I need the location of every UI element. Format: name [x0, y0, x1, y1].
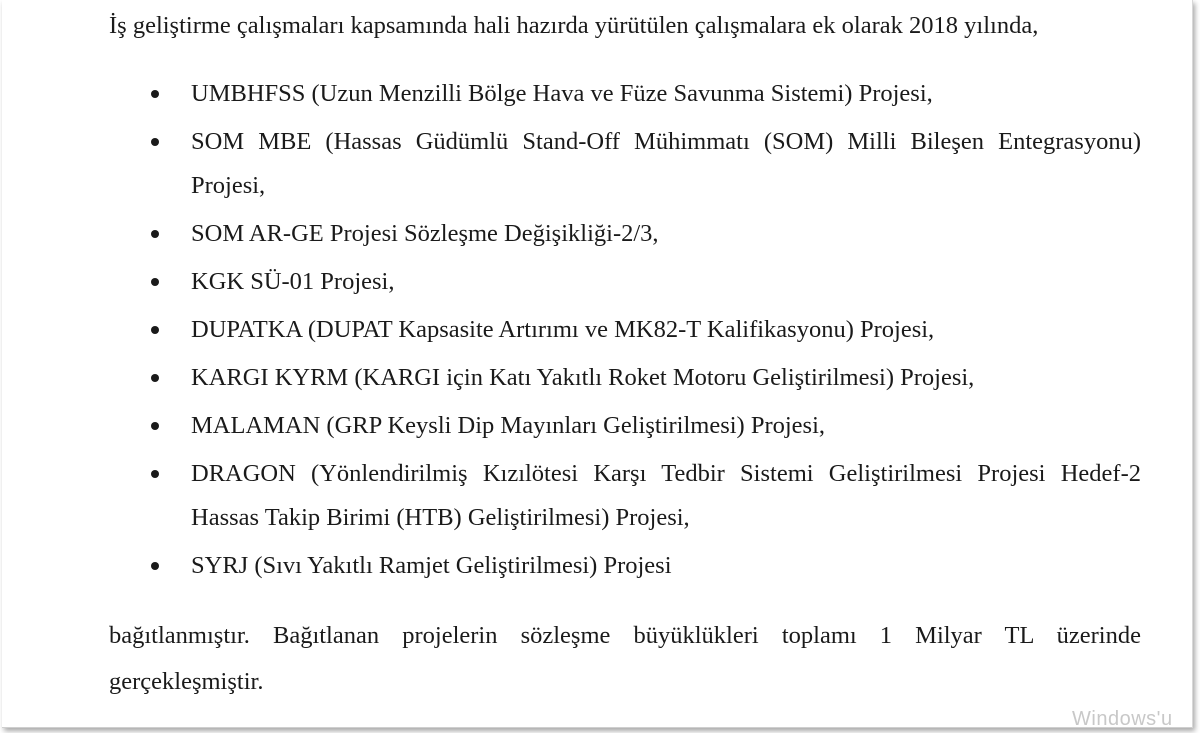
bullet-icon	[151, 562, 159, 570]
list-item	[109, 308, 1141, 352]
bullet-icon	[151, 374, 159, 382]
list-item	[109, 544, 1141, 588]
project-text: UMBHFSS (Uzun Menzilli Bölge Hava ve Füze Savunma Sistemi) Projesi,	[191, 80, 933, 107]
list-item	[109, 120, 1141, 208]
project-text: SYRJ (Sıvı Yakıtlı Ramjet Geliştirilmesi) Projesi	[191, 552, 672, 579]
bullet-icon	[151, 470, 159, 478]
list-item	[109, 452, 1141, 540]
list-item	[109, 356, 1141, 400]
bullet-icon	[151, 138, 159, 146]
closing-paragraph: bağıtlanmıştır. Bağıtlanan projelerin sözleşme büyüklükleri toplamı 1 Milyar TL üzerinde gerçekleşmiştir.	[109, 622, 1141, 695]
list-item	[109, 404, 1141, 448]
bullet-icon	[151, 90, 159, 98]
document-page	[2, 0, 1193, 728]
list-item	[109, 212, 1141, 256]
windows-activation-watermark: Windows'u	[1072, 708, 1173, 730]
project-text: SOM AR-GE Projesi Sözleşme Değişikliği-2/3,	[191, 220, 659, 247]
project-text: SOM MBE (Hassas Güdümlü Stand-Off Mühimmatı (SOM) Milli Bileşen Entegrasyonu) Projesi,	[191, 128, 1141, 199]
project-text: DRAGON (Yönlendirilmiş Kızılötesi Karşı Tedbir Sistemi Geliştirilmesi Projesi Hedef-2 Hassas Takip Birimi (HTB) Geliştirilmesi) Projesi,	[191, 460, 1141, 531]
project-list	[109, 72, 1141, 592]
intro-paragraph: İş geliştirme çalışmaları kapsamında hali hazırda yürütülen çalışmalara ek olarak 2018 yılında,	[109, 12, 1039, 39]
project-text: KARGI KYRM (KARGI için Katı Yakıtlı Roket Motoru Geliştirilmesi) Projesi,	[191, 364, 975, 391]
bullet-icon	[151, 230, 159, 238]
bullet-icon	[151, 422, 159, 430]
bullet-icon	[151, 278, 159, 286]
project-text: DUPATKA (DUPAT Kapsasite Artırımı ve MK82-T Kalifikasyonu) Projesi,	[191, 316, 935, 343]
list-item	[109, 260, 1141, 304]
bullet-icon	[151, 326, 159, 334]
project-text: MALAMAN (GRP Keysli Dip Mayınları Geliştirilmesi) Projesi,	[191, 412, 826, 439]
project-text: KGK SÜ-01 Projesi,	[191, 268, 395, 295]
list-item	[109, 72, 1141, 116]
